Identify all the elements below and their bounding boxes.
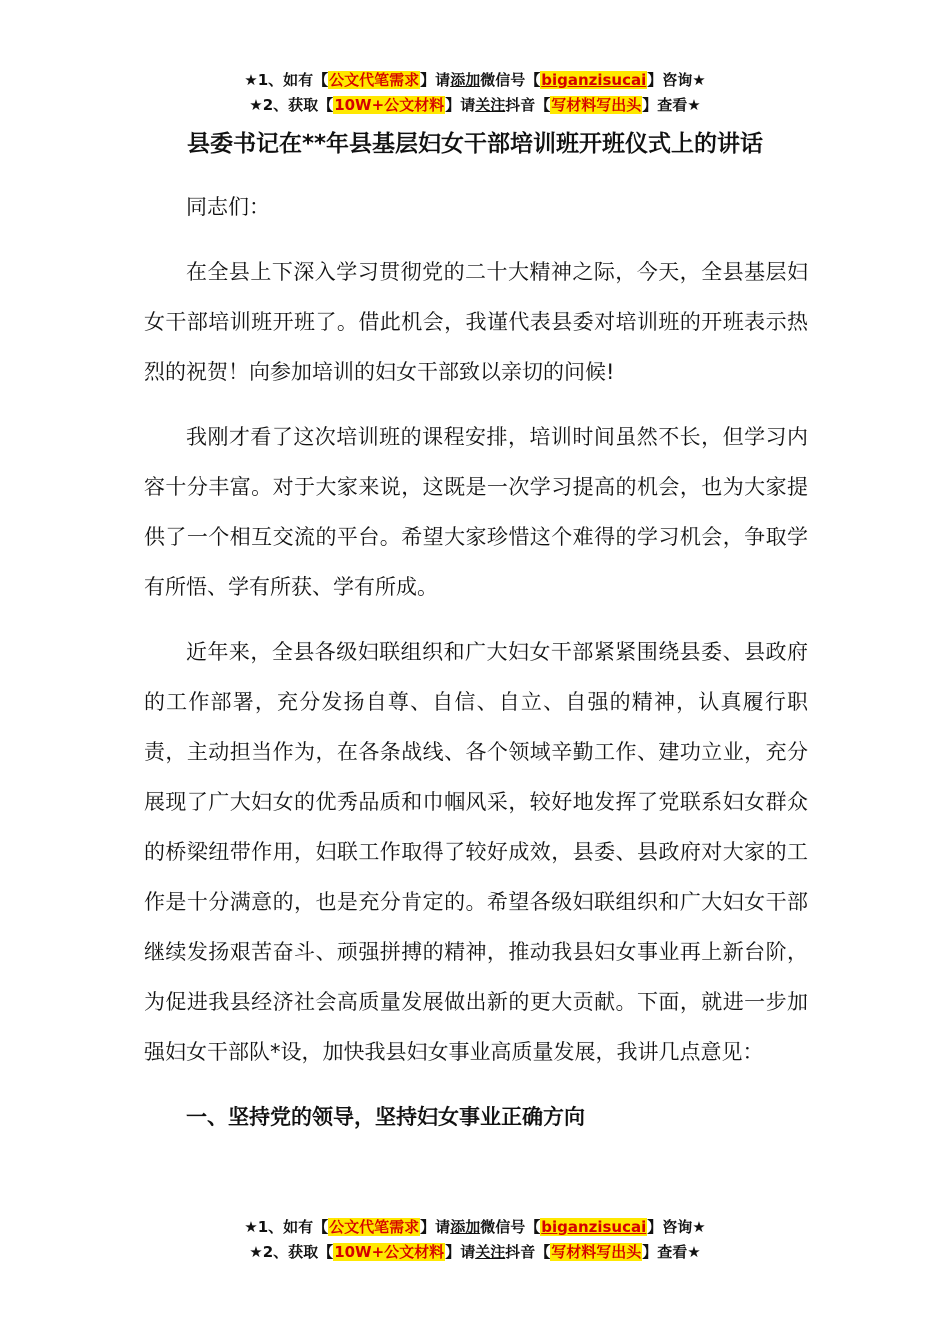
ghostwriting-highlight: 公文代笔需求 [329,71,420,89]
paragraph-2: 我刚才看了这次培训班的课程安排，培训时间虽然不长，但学习内容十分丰富。对于大家来说，这既是一次学习提高的机会，也为大家提供了一个相互交流的平台。希望大家珍惜这个难得的学习机会，争取学有所悟、学有所获、学有所成。 [144,425,808,599]
footer-banner [0,1215,950,1265]
materials-highlight: 10W+公文材料 [334,96,445,114]
header-banner [0,68,950,118]
document-title: 县委书记在**年县基层妇女干部培训班开班仪式上的讲话 [186,131,764,157]
section-heading-1: 一、坚持党的领导，坚持妇女事业正确方向 [186,1105,585,1129]
wechat-id-link[interactable]: biganzisucai [541,71,647,89]
banner-line-2: ★2、获取【10W+公文材料】请关注抖音【写材料写出头】查看★ [249,96,701,114]
salutation: 同志们： [186,195,270,219]
document-body [144,182,808,1142]
ghostwriting-highlight: 公文代笔需求 [329,1218,420,1236]
douyin-account-highlight: 写材料写出头 [551,1243,642,1261]
materials-highlight: 10W+公文材料 [334,1243,445,1261]
wechat-id-link[interactable]: biganzisucai [541,1218,647,1236]
banner-line-2: ★2、获取【10W+公文材料】请关注抖音【写材料写出头】查看★ [249,1243,701,1261]
banner-line-1: ★1、如有【公文代笔需求】请添加微信号【biganzisucai】咨询★ [244,1218,706,1236]
douyin-account-highlight: 写材料写出头 [551,96,642,114]
paragraph-3: 近年来，全县各级妇联组织和广大妇女干部紧紧围绕县委、县政府的工作部署，充分发扬自尊、自信、自立、自强的精神，认真履行职责，主动担当作为，在各条战线、各个领域辛勤工作、建功立业，充分展现了广大妇女的优秀品质和巾帼风采，较好地发挥了党联系妇女群众的桥梁纽带作用，妇联工作取得了较好成效，县委、县政府对大家的工作是十分满意的，也是充分肯定的。希望各级妇联组织和广大妇女干部继续发扬艰苦奋斗、顽强拼搏的精神，推动我县妇女事业再上新台阶，为促进我县经济社会高质量发展做出新的更大贡献。下面，就进一步加强妇女干部队*设，加快我县妇女事业高质量发展，我讲几点意见： [144,640,808,1064]
paragraph-1: 在全县上下深入学习贯彻党的二十大精神之际，今天，全县基层妇女干部培训班开班了。借此机会，我谨代表县委对培训班的开班表示热烈的祝贺！向参加培训的妇女干部致以亲切的问候! [144,260,808,384]
banner-line-1: ★1、如有【公文代笔需求】请添加微信号【biganzisucai】咨询★ [244,71,706,89]
